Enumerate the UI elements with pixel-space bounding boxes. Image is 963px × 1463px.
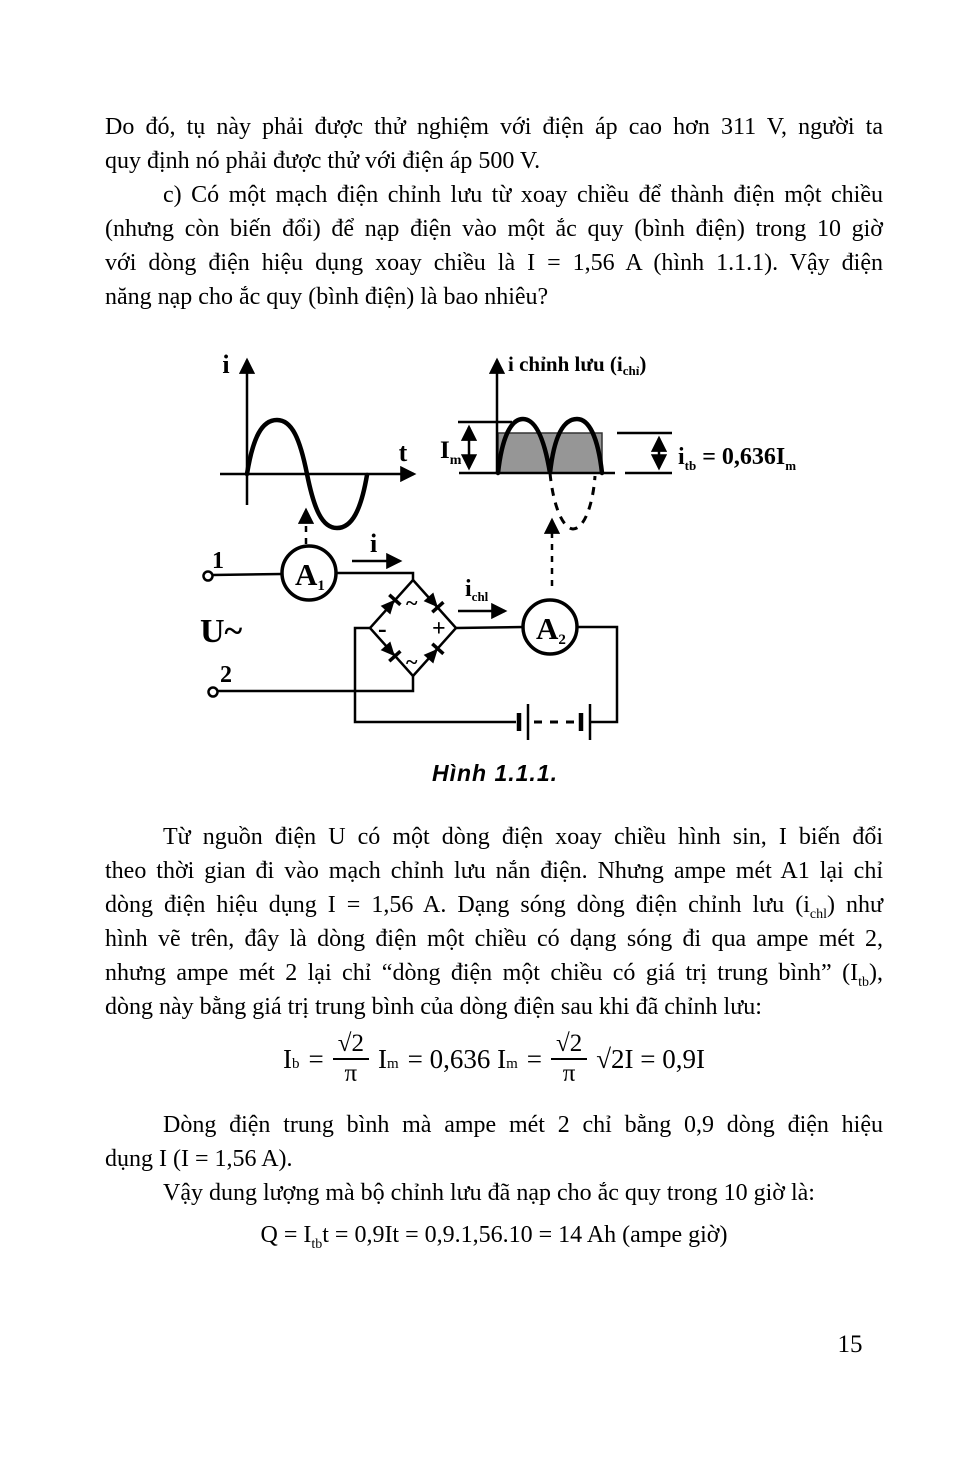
paragraph-line: Dòng điện trung bình mà ampe mét 2 chỉ bằng 0,9 dòng điện hiệu (163, 1112, 883, 1138)
rectified-graph (440, 352, 796, 586)
current-ichl-label: $i_{chl}$ (465, 576, 489, 604)
paragraph-line: Do đó, tụ này phải được thử nghiệm với điện áp cao hơn 311 V, người ta (105, 114, 883, 140)
sine-graph (220, 350, 414, 544)
im-label: $I_m$ (440, 437, 462, 468)
itb-value-label: $i_{tb} = 0,636I_m$ (678, 444, 797, 473)
formula-mid: = 0,636 I m (407, 1043, 518, 1074)
bridge-ac-bottom-label: ~ (406, 649, 418, 674)
paragraph-line: dòng này bằng giá trị trung bình của dòng điện sau khi đã chỉnh lưu: (105, 994, 762, 1020)
subscript-tb: tb (311, 1236, 323, 1252)
paragraph-line: c) Có một mạch điện chỉnh lưu từ xoay chiều để thành điện một chiều (163, 182, 883, 208)
paragraph-line: theo thời gian đi vào mạch chỉnh lưu nắn điện. Nhưng ampe mét A1 lại chỉ (105, 858, 883, 884)
current-i-label: i (370, 529, 378, 558)
terminal-1-label: 1 (212, 548, 224, 574)
paragraph-5 (105, 1176, 883, 1210)
paragraph-line: $Q = I_{tb}t = 0,9It = 0,9.1,56.10 = 14$ Ah (ampe giờ) (260, 1222, 728, 1252)
rectified-graph-title: i chỉnh lưu (ichỉ) (508, 352, 647, 378)
bridge-plus-label: + (432, 616, 446, 642)
figure-caption: Hình 1.1.1. (431, 760, 559, 786)
dashed-negative-halfwave (550, 473, 595, 529)
figure-1-1-1 (150, 342, 890, 742)
wire (577, 627, 617, 722)
paragraph-line: hình vẽ trên, đây là dòng điện một chiều có dạng sóng đi qua ampe mét 2, (105, 926, 883, 952)
wire (212, 574, 282, 575)
battery (519, 704, 590, 740)
paragraph-line: (nhưng còn biến đổi) để nạp điện vào một ắc quy (bình điện) trong 10 giờ (105, 216, 883, 242)
paragraph-3 (105, 820, 883, 1024)
subscript-chl: chl (809, 906, 827, 922)
formula-fraction-1: $\frac{√2}{\pi}$ (333, 1031, 369, 1088)
bridge-ac-top-label: ~ (406, 590, 418, 615)
page-number: 15 (837, 1331, 863, 1358)
formula-average-current (105, 1022, 883, 1096)
ammeter-a2-label: A2 (536, 611, 566, 648)
formula-im: I m (377, 1043, 399, 1074)
paragraph-line: dòng điện hiệu dụng I = 1,56 A. Dạng sóng dòng điện chỉnh lưu $(i_{chl})$ như (105, 892, 883, 922)
subscript-tb: tb (858, 974, 869, 990)
wire (217, 676, 413, 691)
wire (456, 627, 524, 628)
capacity-equation (105, 1218, 883, 1252)
formula-equals: = (308, 1043, 324, 1074)
paragraph-line: Từ nguồn điện U có một dòng điện xoay chiều hình sin, I biến đổi (163, 824, 883, 850)
paragraph-line: dụng I (I = 1,56 A). (105, 1146, 293, 1172)
formula-tail: √2I = 0,9I (596, 1043, 706, 1074)
wire (336, 573, 413, 580)
terminal-2-label: 2 (220, 662, 232, 688)
formula-equals: = (526, 1043, 542, 1074)
paragraph-4 (105, 1108, 883, 1176)
paragraph-1 (105, 110, 883, 178)
formula-lhs: I b (282, 1043, 300, 1074)
paragraph-2 (105, 178, 883, 314)
paragraph-line: năng nạp cho ắc quy (bình điện) là bao nhiêu? (105, 284, 549, 310)
i-axis-label: i (222, 350, 230, 379)
ac-source-label: U~ (200, 613, 243, 650)
paragraph-line: quy định nó phải được thử với điện áp 500 V. (105, 148, 541, 174)
bridge-minus-label: - (378, 614, 387, 643)
ammeter-a1-label: A1 (295, 557, 325, 594)
paragraph-line: Vậy dung lượng mà bộ chỉnh lưu đã nạp cho ắc quy trong 10 giờ là: (163, 1180, 815, 1206)
paragraph-line: với dòng điện hiệu dụng xoay chiều là I = 1,56 A (hình 1.1.1). Vậy điện (105, 250, 883, 276)
terminal-2 (209, 688, 218, 697)
rectifier-circuit (200, 529, 617, 740)
formula-fraction-2: $\frac{√2}{\pi}$ (551, 1031, 587, 1088)
paragraph-line: nhưng ampe mét 2 lại chỉ “dòng điện một chiều có giá trị trung bình” $(I_{tb})$, (105, 960, 883, 990)
t-axis-label: t (398, 438, 408, 467)
